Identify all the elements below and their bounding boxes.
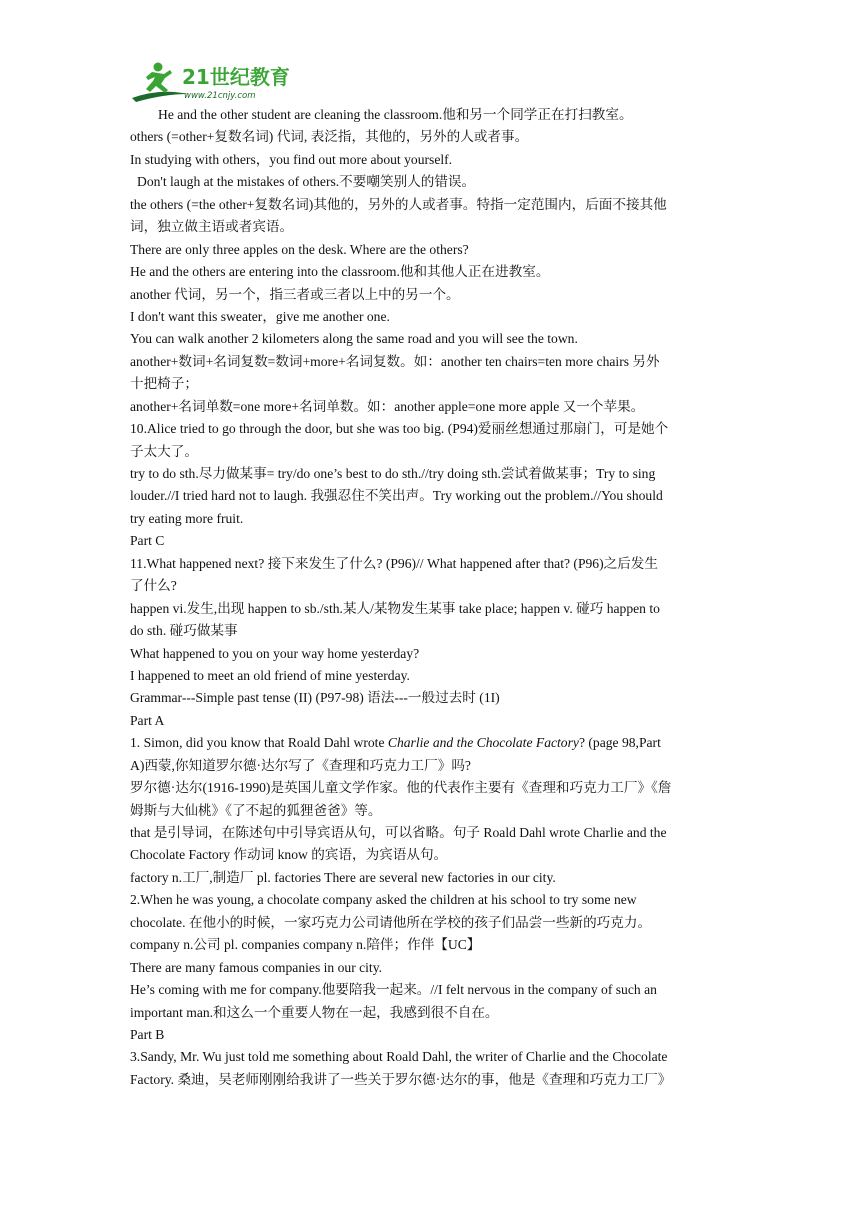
text-line: He and the other student are cleaning the classroom.他和另一个同学正在打扫教室。: [158, 107, 633, 122]
text-line: try eating more fruit.: [130, 510, 244, 526]
text-line: 罗尔德·达尔(1916-1990)是英国儿童文学作家。他的代表作主要有《查理和巧克力工厂》《詹: [130, 780, 672, 796]
text-segment: 1. Simon, did you know that Roald Dahl wrote: [130, 735, 388, 751]
text-line: chocolate. 在他小的时候，一家巧克力公司请他所在学校的孩子们品尝一些新的巧克力。: [130, 914, 652, 930]
text-line: He’s coming with me for company.他要陪我一起来。//I felt nervous in the company of such an: [130, 982, 657, 998]
text-line: There are only three apples on the desk. Where are the others?: [130, 241, 469, 257]
text-line: others (=other+复数名词) 代词, 表泛指，其他的，另外的人或者事。: [130, 129, 529, 145]
text-line: important man.和这么一个重要人物在一起，我感到很不自在。: [130, 1004, 499, 1020]
text-line: [130, 732, 730, 754]
book-title: Charlie and the Chocolate Factory: [387, 735, 579, 751]
section-heading: Part A: [130, 712, 165, 728]
section-heading: Grammar---Simple past tense (II) (P97-98) 语法---一般过去时 (1I): [130, 690, 500, 706]
text-line: do sth. 碰巧做某事: [130, 623, 238, 639]
text-line: I happened to meet an old friend of mine yesterday.: [130, 667, 410, 683]
text-line: Chocolate Factory 作动词 know 的宾语，为宾语从句。: [130, 847, 448, 863]
section-heading: Part B: [130, 1026, 165, 1042]
text-line: Don't laugh at the mistakes of others.不要嘲笑别人的错误。: [137, 174, 476, 190]
site-logo: [130, 58, 300, 104]
text-line: I don't want this sweater，give me another one.: [130, 308, 390, 324]
text-line: 2.When he was young, a chocolate company asked the children at his school to try some new: [130, 892, 637, 908]
text-segment: ? (page 98,Part: [578, 735, 661, 751]
text-line: What happened to you on your way home yesterday?: [130, 645, 420, 661]
text-line: A)西蒙,你知道罗尔德·达尔写了《查理和巧克力工厂》吗?: [130, 757, 471, 773]
logo-url: www.21cnjy.com: [184, 91, 256, 101]
text-line: another 代词，另一个，指三者或三者以上中的另一个。: [130, 286, 460, 302]
text-line: There are many famous companies in our city.: [130, 959, 383, 975]
document-body: [130, 104, 730, 1091]
text-line: try to do sth.尽力做某事= try/do one’s best to do sth.//try doing sth.尝试着做某事；Try to sing: [130, 466, 656, 481]
text-line: 11.What happened next? 接下来发生了什么? (P96)// What happened after that? (P96)之后发生: [130, 555, 658, 571]
text-line: 3.Sandy, Mr. Wu just told me something about Roald Dahl, the writer of Charlie and the Chocolate: [130, 1049, 668, 1065]
running-man-icon: [130, 58, 300, 104]
text-line: the others (=the other+复数名词)其他的，另外的人或者事。特指一定范围内，后面不接其他: [130, 196, 667, 212]
text-line: Factory. 桑迪，吴老师刚刚给我讲了一些关于罗尔德·达尔的事，他是《查理和巧克力工厂》: [130, 1071, 672, 1087]
section-heading: Part C: [130, 533, 165, 549]
text-line: 十把椅子；: [130, 376, 198, 392]
text-line: You can walk another 2 kilometers along the same road and you will see the town.: [130, 331, 578, 347]
text-line: 词，独立做主语或者宾语。: [130, 219, 294, 235]
text-line: factory n.工厂,制造厂 pl. factories There are several new factories in our city.: [130, 869, 556, 885]
text-line: 姆斯与大仙桃》《了不起的狐狸爸爸》等。: [130, 802, 382, 818]
text-line: He and the others are entering into the classroom.他和其他人正在进教室。: [130, 264, 550, 280]
text-line: happen vi.发生,出现 happen to sb./sth.某人/某物发生某事 take place; happen v. 碰巧 happen to: [130, 600, 660, 616]
logo-text: 21世纪教育: [182, 65, 290, 89]
text-line: 子太大了。: [130, 443, 198, 459]
text-line: 10.Alice tried to go through the door, but she was too big. (P94)爱丽丝想通过那扇门，可是她个: [130, 421, 669, 437]
text-line: In studying with others，you find out more about yourself.: [130, 151, 453, 167]
text-line: 了什么?: [130, 578, 177, 594]
text-line: that 是引导词，在陈述句中引导宾语从句，可以省略。句子 Roald Dahl wrote Charlie and the: [130, 825, 667, 840]
text-line: company n.公司 pl. companies company n.陪伴；作伴【UC】: [130, 937, 481, 953]
text-line: another+数词+名词复数=数词+more+名词复数。如：another ten chairs=ten more chairs 另外: [130, 353, 660, 369]
text-line: louder.//I tried hard not to laugh. 我强忍住不笑出声。Try working out the problem.//You should: [130, 488, 663, 504]
text-line: another+名词单数=one more+名词单数。如：another apple=one more apple 又一个苹果。: [130, 398, 645, 414]
